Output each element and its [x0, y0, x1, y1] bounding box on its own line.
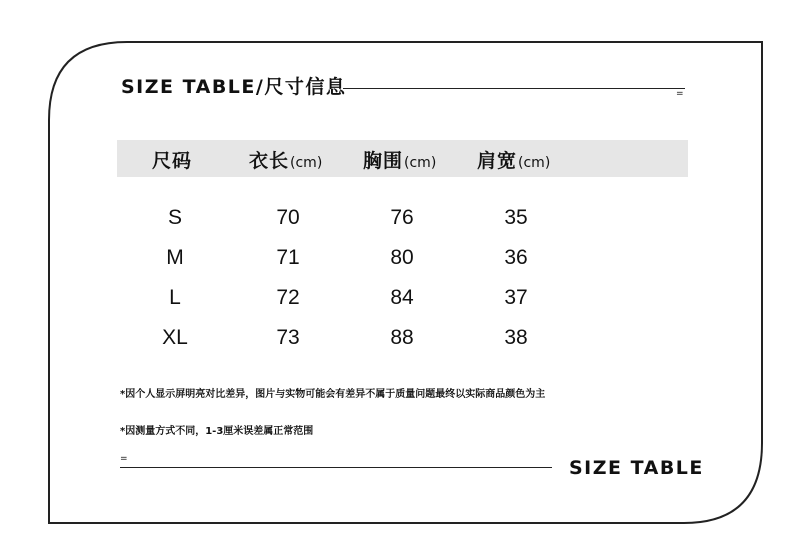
table-cell-length: 72	[276, 286, 300, 309]
header-divider	[343, 88, 685, 89]
table-cell-size: M	[166, 246, 184, 269]
column-header-chest	[363, 146, 436, 172]
column-header-length	[249, 146, 322, 172]
table-cell-shoulder: 35	[504, 206, 528, 229]
column-header-unit: (cm)	[290, 155, 323, 171]
header-title: SIZE TABLE/尺寸信息	[121, 76, 347, 98]
column-header-unit: (cm)	[404, 155, 437, 171]
column-header-label: 胸围	[363, 150, 404, 172]
column-header-label: 尺码	[152, 150, 193, 172]
column-header-unit: (cm)	[518, 155, 551, 171]
column-header-label: 肩宽	[477, 150, 518, 172]
column-header-size	[152, 146, 193, 172]
table-cell-chest: 80	[390, 246, 414, 269]
table-cell-chest: 84	[390, 286, 414, 309]
note-color-difference: *因个人显示屏明亮对比差异，图片与实物可能会有差异不属于质量问题最终以实际商品颜色为主	[120, 389, 546, 400]
footer-divider-mark: =	[120, 454, 128, 464]
footer-divider	[120, 467, 552, 468]
note-measurement-error: *因测量方式不同，1-3厘米误差属正常范围	[120, 426, 314, 437]
table-cell-size: L	[169, 286, 181, 309]
table-cell-shoulder: 38	[504, 326, 528, 349]
table-cell-size: XL	[162, 326, 188, 349]
column-header-label: 衣长	[249, 150, 290, 172]
footer-title: SIZE TABLE	[569, 457, 704, 479]
table-cell-length: 73	[276, 326, 300, 349]
table-cell-length: 71	[276, 246, 300, 269]
table-cell-chest: 76	[390, 206, 414, 229]
column-header-shoulder	[477, 146, 550, 172]
table-cell-shoulder: 37	[504, 286, 528, 309]
header-divider-mark: =	[676, 89, 684, 99]
table-cell-shoulder: 36	[504, 246, 528, 269]
card-border	[49, 42, 762, 523]
table-cell-length: 70	[276, 206, 300, 229]
table-cell-chest: 88	[390, 326, 414, 349]
table-cell-size: S	[167, 206, 182, 229]
